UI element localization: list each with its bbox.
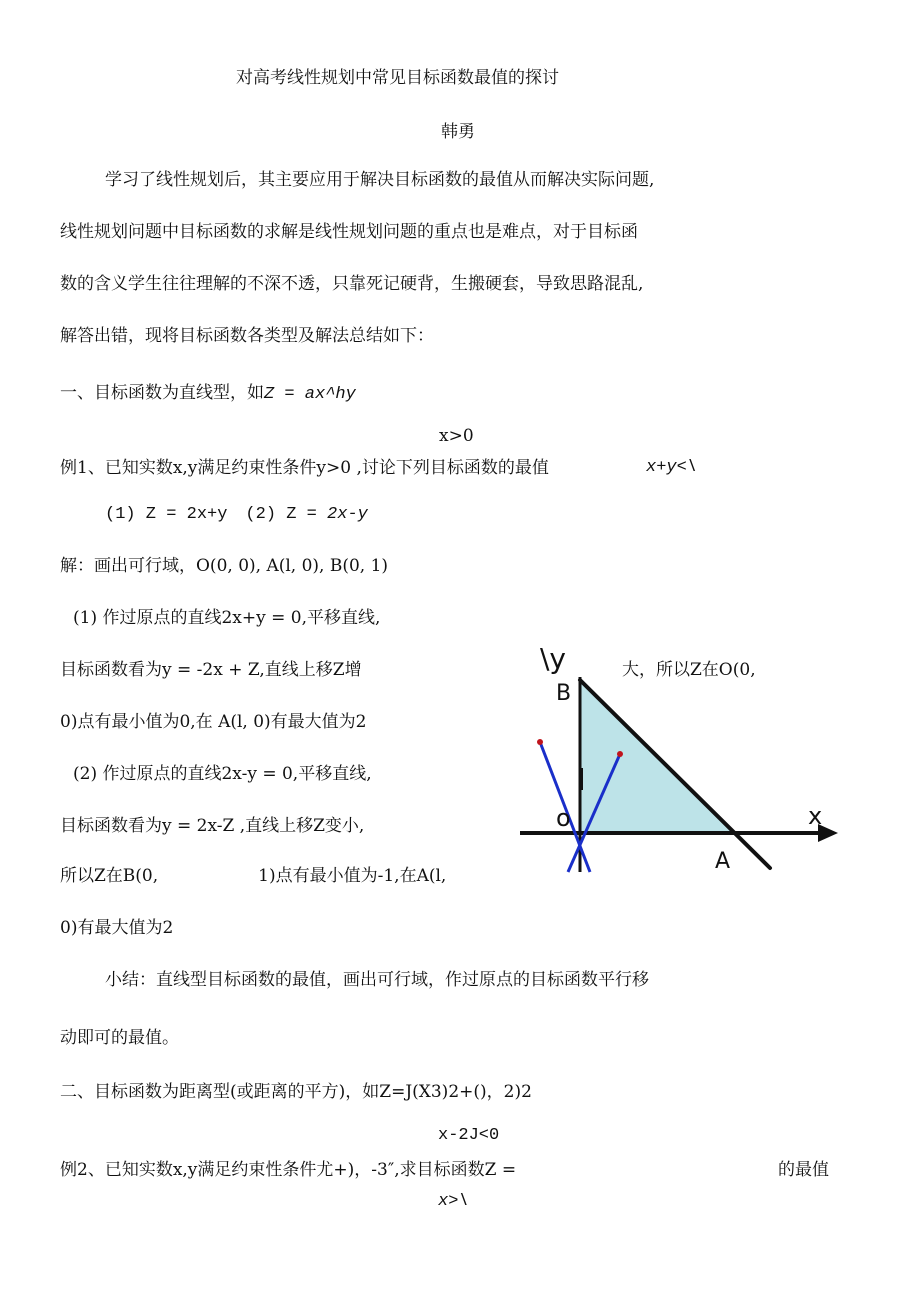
- page-title: 对高考线性规划中常见目标函数最值的探讨: [236, 68, 559, 88]
- part2-line-3b: 1)点有最小值为-1,在A(l,: [258, 866, 447, 886]
- intro-line-3: 数的含义学生往往理解的不深不透，只靠死记硬背，生搬硬套，导致思路混乱,: [60, 274, 644, 294]
- part2-line-2: 目标函数看为y = 2x-Z ,直线上移Z变小,: [60, 816, 365, 836]
- part1-line-3: 0)点有最小值为0,在 A(l, 0)有最大值为2: [60, 712, 367, 732]
- example2-tail: 的最值: [778, 1160, 829, 1180]
- example1-item-1: (1) Z = 2x+y: [105, 505, 228, 524]
- example1-items: [105, 505, 368, 525]
- example1-label: 例1、已知实数x,y满足约束性条件y>0 ,讨论下列目标函数的最值: [60, 458, 549, 478]
- part1-line-2-left: 目标函数看为y = -2x + Z,直线上移Z增: [60, 660, 362, 680]
- feasible-region-figure: [512, 640, 842, 880]
- example2-constraint-top: x-2J<0: [438, 1126, 500, 1145]
- example2-constraint-bottom: x>\: [438, 1192, 469, 1211]
- author: 韩勇: [441, 122, 475, 142]
- summary-line-2: 动即可的最值。: [60, 1028, 179, 1048]
- section1-heading-text: 一、目标函数为直线型，如: [60, 383, 264, 403]
- section1-heading-formula: Z = ax^hy: [264, 385, 356, 404]
- part2-line-1: (2) 作过原点的直线2x-y = 0,平移直线,: [73, 764, 372, 784]
- intro-line-4: 解答出错，现将目标函数各类型及解法总结如下：: [60, 326, 434, 346]
- intro-line-1: 学习了线性规划后，其主要应用于解决目标函数的最值从而解决实际问题,: [105, 170, 655, 190]
- summary-line-1: 小结：直线型目标函数的最值，画出可行域，作过原点的目标函数平行移: [105, 970, 649, 990]
- endpoint-dot-right: [617, 751, 623, 757]
- part2-line-3a: 所以Z在B(0,: [60, 866, 159, 886]
- example1-item-2-formula: 2x-y: [327, 505, 368, 524]
- part1-line-1: (1) 作过原点的直线2x+y = 0,平移直线,: [73, 608, 381, 628]
- intro-line-2: 线性规划问题中目标函数的求解是线性规划问题的重点也是难点，对于目标函: [60, 222, 638, 242]
- part2-line-3: [60, 866, 446, 886]
- point-a-label: A: [715, 849, 731, 874]
- example2-label: 例2、已知实数x,y满足约束性条件尤+)，-3″,求目标函数Z =: [60, 1160, 517, 1180]
- solution-line: 解：画出可行域，O(0, 0), A(l, 0), B(0, 1): [60, 556, 389, 576]
- section1-heading: [60, 383, 356, 405]
- example1-constraint-right: x+y<\: [646, 458, 698, 477]
- example1-item-2-label: (2) Z =: [245, 505, 317, 524]
- x-axis-label: x: [808, 802, 823, 830]
- part1-line-2-right: 大，所以Z在O(0,: [622, 660, 756, 680]
- origin-label: o: [556, 804, 571, 832]
- part2-line-4: 0)有最大值为2: [60, 918, 174, 938]
- example1-constraint-top: x>0: [439, 426, 474, 446]
- endpoint-dot-left: [537, 739, 543, 745]
- point-b-label: B: [556, 681, 572, 706]
- section2-heading: 二、目标函数为距离型(或距离的平方)，如Z=J(X3)2+()，2)2: [60, 1082, 532, 1102]
- y-axis-label: \y: [540, 642, 567, 675]
